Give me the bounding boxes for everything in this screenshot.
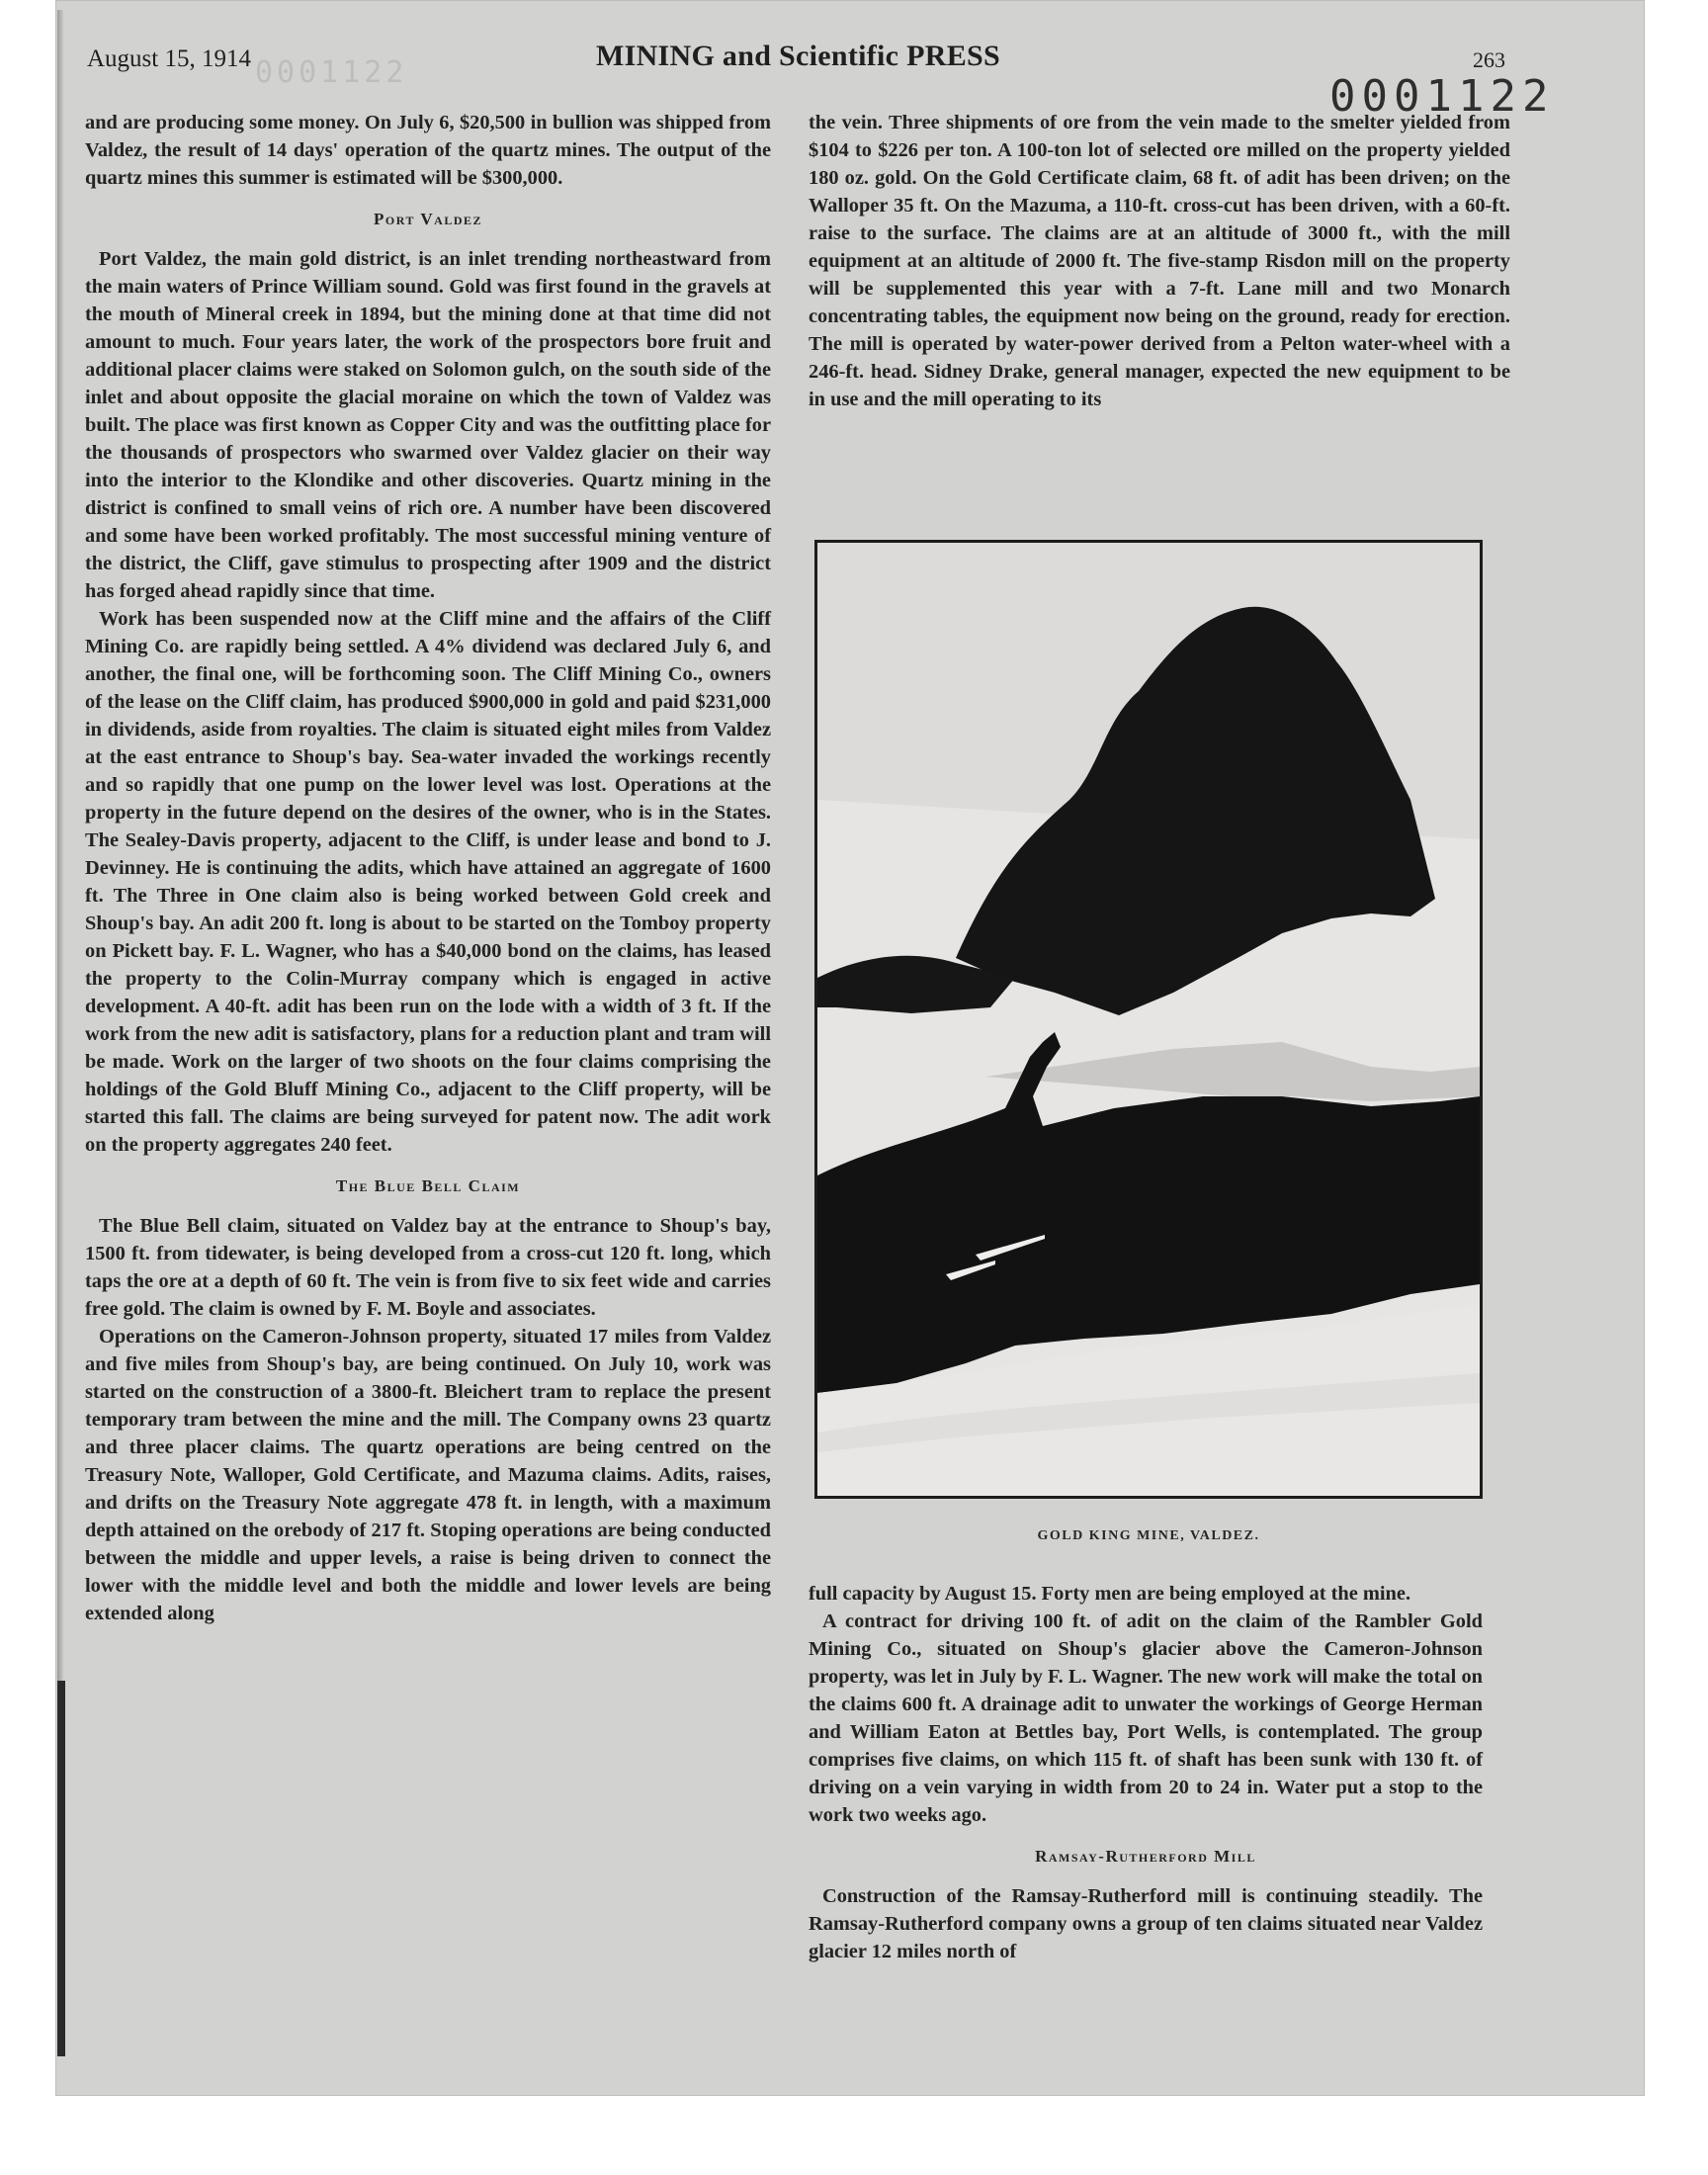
page-number: 263: [1473, 47, 1505, 72]
issue-date: August 15, 1914: [87, 45, 251, 72]
paragraph: Construction of the Ramsay-Rutherford mill is continuing steadily. The Ramsay-Rutherford company owns a group of ten claims situated near Valdez glacier 12 miles north of: [809, 1885, 1483, 1962]
photo-caption: GOLD KING MINE, VALDEZ.: [1037, 1528, 1260, 1543]
right-column-top: [809, 109, 1510, 413]
paragraph: Operations on the Cameron-Johnson property, situated 17 miles from Valdez and five miles from Shoup's bay, are being continued. On July 10, work was started on the construction of a 3800-ft. Bleichert tram to replace the present temporary tram between the mine and the mill. The Company owns 23 quartz and three placer claims. The quartz operations are being centred on the Treasury Note, Walloper, Gold Certificate, and Mazuma claims. Adits, raises, and drifts on the Treasury Note aggregate 478 ft. in length, with a maximum depth attained on the orebody of 217 ft. Stoping operations are being conducted between the middle and upper levels, a raise is being driven to connect the lower with the middle level and both the middle and lower levels are being extended along: [85, 1326, 771, 1624]
paragraph: full capacity by August 15. Forty men are being employed at the mine.: [809, 1583, 1411, 1605]
mountain-photo-icon: [817, 543, 1480, 1496]
paragraph: A contract for driving 100 ft. of adit on the claim of the Rambler Gold Mining Co., situated on Shoup's glacier above the Cameron-Johnson property, was let in July by F. L. Wagner. The new work will make the total on the claims 600 ft. A drainage adit to unwater the workings of George Herman and William Eaton at Bettles bay, Port Wells, is contemplated. The group comprises five claims, on which 115 ft. of shaft has been sunk with 130 ft. of driving on a vein varying in width from 20 to 24 in. Water put a stop to the work two weeks ago.: [809, 1610, 1483, 1826]
ghost-stamp: 0001122: [255, 55, 408, 90]
page-header: [87, 40, 1520, 79]
paragraph: the vein. Three shipments of ore from the vein made to the smelter yielded from $104 to $226 per ton. A 100-ton lot of selected ore milled on the property yielded 180 oz. gold. On the Gold Certificate claim, 68 ft. of adit has been driven; on the Walloper 35 ft. On the Mazuma, a 110-ft. cross-cut has been driven, with a 60-ft. raise to the surface. The claims are at an altitude of 3000 ft., with the mill equipment at an altitude of 2000 ft. The five-stamp Risdon mill on the property will be supplemented this year with a 7-ft. Lane mill and two Monarch concentrating tables, the equipment now being on the ground, ready for erection. The mill is operated by water-power derived from a Pelton water-wheel with a 246-ft. head. Sidney Drake, general manager, expected the new equipment to be in use and the mill operating to its: [809, 112, 1510, 410]
paragraph: The Blue Bell claim, situated on Valdez bay at the entrance to Shoup's bay, 1500 ft. from tidewater, is being developed from a cross-cut 120 ft. long, which taps the ore at a depth of 60 ft. The vein is from five to six feet wide and carries free gold. The claim is owned by F. M. Boyle and associates.: [85, 1215, 771, 1320]
mine-photograph: [814, 540, 1483, 1499]
right-column-bottom: [809, 1580, 1483, 1965]
section-heading: Port Valdez: [373, 210, 483, 228]
paragraph: Port Valdez, the main gold district, is an inlet trending northeastward from the main waters of Prince William sound. Gold was first found in the gravels at the mouth of Mineral creek in 1894, but the mining done at that time did not amount to much. Four years later, the work of the prospectors bore fruit and additional placer claims were staked on Solomon gulch, on the south side of the inlet and about opposite the glacial moraine on which the town of Valdez was built. The place was first known as Copper City and was the outfitting place for the thousands of prospectors who swarmed over Valdez glacier on their way into the interior to the Klondike and other discoveries. Quartz mining in the district is confined to small veins of rich ore. A number have been discovered and some have been worked profitably. The most successful mining venture of the district, the Cliff, gave stimulus to prospecting after 1909 and the district has forged ahead rapidly since that time.: [85, 248, 771, 602]
binding-shadow: [57, 1681, 65, 2056]
paragraph: and are producing some money. On July 6, $20,500 in bullion was shipped from Valdez, the result of 14 days' operation of the quartz mines. The output of the quartz mines this summer is estimated will be $300,000.: [85, 112, 771, 189]
paragraph: Work has been suspended now at the Cliff mine and the affairs of the Cliff Mining Co. are rapidly being settled. A 4% dividend was declared July 6, and another, the final one, will be forthcoming soon. The Cliff Mining Co., owners of the lease on the Cliff claim, has produced $900,000 in gold and paid $231,000 in dividends, aside from royalties. The claim is situated eight miles from Valdez at the east entrance to Shoup's bay. Sea-water invaded the workings recently and so rapidly that one pump on the lower level was lost. Operations at the property in the future depend on the desires of the owner, who is in the States. The Sealey-Davis property, adjacent to the Cliff, is under lease and bond to J. Devinney. He is continuing the adits, which have attained an aggregate of 1600 ft. The Three in One claim also is being worked between Gold creek and Shoup's bay. An adit 200 ft. long is about to be started on the Tomboy property on Pickett bay. F. L. Wagner, who has a $40,000 bond on the claims, has leased the property to the Colin-Murray company which is engaged in active development. A 40-ft. adit has been run on the lode with a width of 3 ft. If the work from the new adit is satisfactory, plans for a reduction plant and tram will be made. Work on the larger of two shoots on the four claims comprising the holdings of the Gold Bluff Mining Co., adjacent to the Cliff property, will be started this fall. The claims are being surveyed for patent now. The adit work on the property aggregates 240 feet.: [85, 608, 771, 1156]
document-stamp: 0001122: [1329, 71, 1555, 122]
left-column: [85, 109, 771, 1627]
section-heading: The Blue Bell Claim: [335, 1176, 521, 1195]
section-heading: Ramsay-Rutherford Mill: [1035, 1847, 1256, 1866]
journal-title: MINING and Scientific PRESS: [596, 40, 1000, 72]
